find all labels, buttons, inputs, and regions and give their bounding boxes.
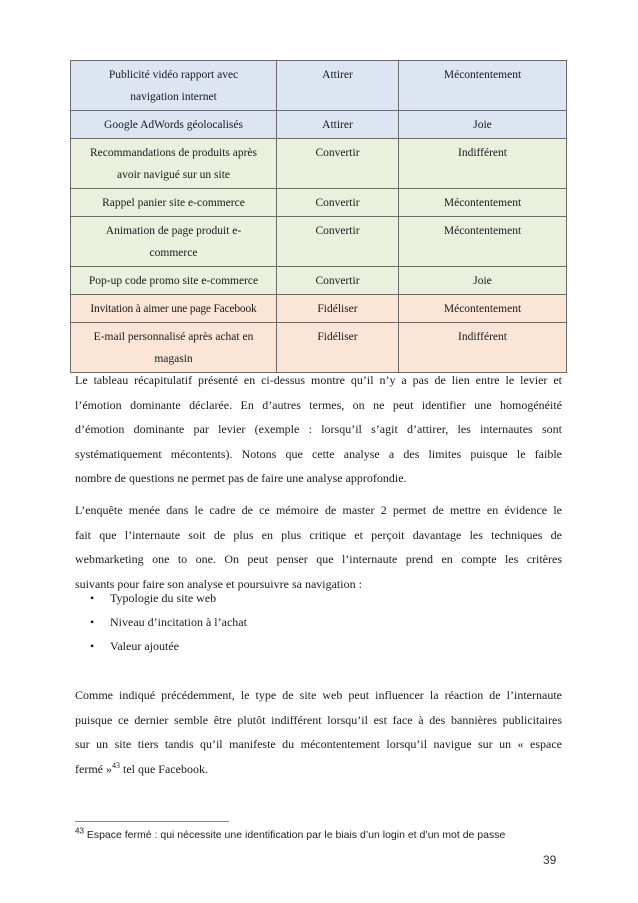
lever-cell: E-mail personnalisé après achat en magasin [71,323,277,373]
emotion-cell: Joie [399,111,567,139]
bullet-icon: • [90,591,95,605]
table-row [71,217,567,267]
objective-cell: Attirer [277,61,399,111]
footnote: $^{43}$ Espace fermé : qui nécessite une identification par le biais d’un login et d’un mot de passe [75,826,506,841]
paragraph-survey: L’enquête menée dans le cadre de ce mémoire de master 2 permet de mettre en évidence le fait que l’internaute soit de plus en plus critique et perçoit davantage les techniques de webmarketing one to one. On peut penser que l’internaute prend en compte les critères suivants pour faire son analyse et poursuivre sa navigation : [75,503,562,591]
emotion-cell: Mécontentement [399,189,567,217]
emotion-cell: Mécontentement [399,61,567,111]
objective-cell: Fidéliser [277,323,399,373]
table-row [71,139,567,189]
paragraph-table-analysis: Le tableau récapitulatif présenté en ci-dessus montre qu’il n’y a pas de lien entre le levier et l’émotion dominante déclarée. En d’autres termes, on ne peut identifier une homogénéité d’émotion dominante par levier (exemple : lorsqu’il s’agit d’attirer, les internautes sont systématiquement mécontents). Notons que cette analyse a des limites puisque le faible nombre de questions ne permet pas de faire une analyse approfondie. [75,373,562,485]
summary-table [70,60,567,373]
table-row [71,323,567,373]
table-row [71,111,567,139]
lever-cell: Animation de page produit e- commerce [71,217,277,267]
emotion-cell: Indifférent [399,323,567,373]
list-item: • Niveau d’incitation à l’achat [90,610,247,634]
emotion-cell: Mécontentement [399,217,567,267]
lever-cell: Pop-up code promo site e-commerce [71,267,277,295]
bullet-icon: • [90,639,95,653]
objective-cell: Convertir [277,139,399,189]
emotion-cell: Joie [399,267,567,295]
footnote-number: 43 [75,826,84,836]
emotion-cell: Mécontentement [399,295,567,323]
table-row [71,189,567,217]
objective-cell: Convertir [277,217,399,267]
criteria-list [90,586,247,658]
footnote-reference[interactable]: 43 [111,760,120,770]
footnote-separator [75,821,229,822]
list-item: • Typologie du site web [90,586,247,610]
emotion-cell: Indifférent [399,139,567,189]
objective-cell: Convertir [277,189,399,217]
lever-cell: Rappel panier site e-commerce [71,189,277,217]
objective-cell: Attirer [277,111,399,139]
lever-cell: Publicité vidéo rapport avec navigation internet [71,61,277,111]
objective-cell: Convertir [277,267,399,295]
objective-cell: Fidéliser [277,295,399,323]
lever-cell: Google AdWords géolocalisés [71,111,277,139]
table-row [71,61,567,111]
page-number: 39 [543,853,557,867]
table-row [71,267,567,295]
paragraph-website-type: Comme indiqué précédemment, le type de site web peut influencer la réaction de l’internaute puisque ce dernier semble être plutôt indifférent lorsqu’il est face à des bannières publicitaires sur un site tiers tandis qu’il manifeste du mécontentement lorsqu’il navigue sur un « espace fermé »$^{43}$ tel que Facebook. [75,683,562,781]
lever-cell: Recommandations de produits après avoir navigué sur un site [71,139,277,189]
list-item: • Valeur ajoutée [90,634,247,658]
lever-cell: Invitation à aimer une page Facebook [71,295,277,323]
table-row [71,295,567,323]
paragraph-last-line: fermé »$^{43}$ tel que Facebook. [75,760,208,776]
bullet-icon: • [90,615,95,629]
